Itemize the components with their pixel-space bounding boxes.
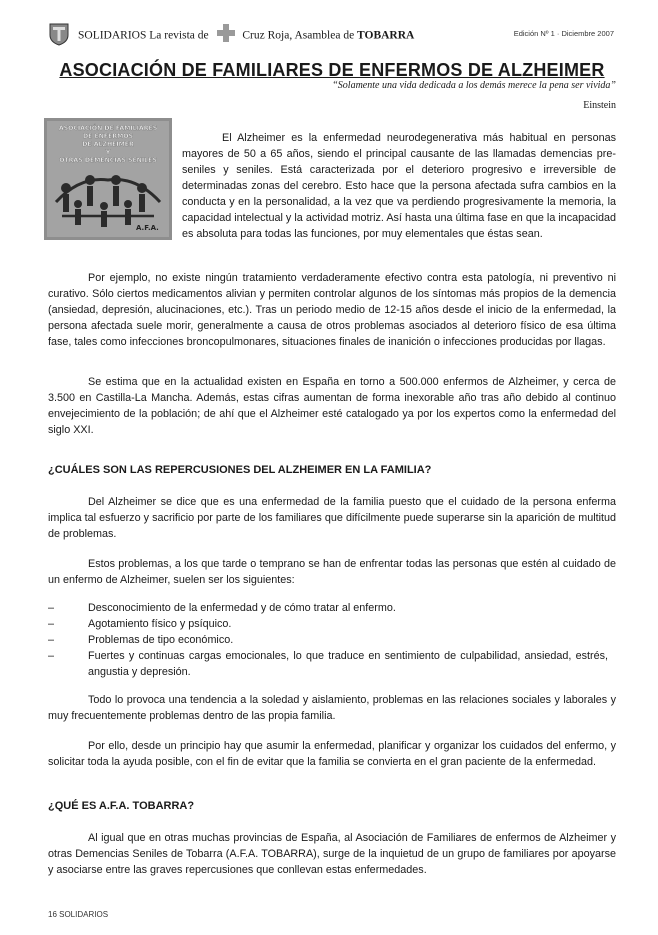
- list-item: – Agotamiento físico y psíquico.: [48, 616, 608, 632]
- list-item: – Problemas de tipo económico.: [48, 632, 608, 648]
- magazine-suffix: Cruz Roja, Asamblea de: [242, 29, 355, 42]
- paragraph: Del Alzheimer se dice que es una enfermedad de la familia puesto que el cuidado de la persona enferma implica tal esfuerzo y sacrificio por parte de los familiares que difícilmente puede superarse sin la aparición de multitud de problemas.: [48, 496, 616, 540]
- logo-line-4: Y: [105, 149, 111, 156]
- article-title: ASOCIACIÓN DE FAMILIARES DE ENFERMOS DE ALZHEIMER: [59, 60, 605, 80]
- magazine-name: [78, 29, 414, 43]
- paragraph: Se estima que en la actualidad existen en España en torno a 500.000 enfermos de Alzheimer, y cerca de 3.500 en Castilla-La Mancha. Además, estas cifras aumentan de forma inexorable año tras año debido al continuo envejecimiento de la población; de ahí que el Alzheimer esté catalogado ya por los expertos como la enfermedad del siglo XXI.: [48, 376, 616, 436]
- section-heading-repercusiones: ¿CUÁLES SON LAS REPERCUSIONES DEL ALZHEIMER EN LA FAMILIA?: [48, 464, 432, 476]
- section1-paragraph-4: [48, 738, 616, 770]
- magazine-prefix: SOLIDARIOS La revista de: [78, 29, 209, 42]
- section2-paragraph-1: [48, 830, 616, 878]
- epigraph-author: Einstein: [583, 100, 616, 111]
- logo-line-2: DE ENFERMOS: [82, 133, 134, 140]
- paragraph: El Alzheimer es la enfermedad neurodegenerativa más habitual en personas mayores de 50 a 65 años, siendo el principal causante de las llamadas demencias pre-seniles y seniles. Está caracterizada por el deterioro progresivo e irreversible de determinadas zonas del cerebro. Esto hace que la persona afectada sufra cambios en la conducta y en la personalidad, a la vez que va perdiendo progresivamente la memoria, la capacidad intelectual y la actividad motriz. Así hasta una última fase en que la incapacidad es absoluta para todas las funciones, por muy elementales que éstas sean.: [182, 132, 616, 240]
- coat-of-arms-icon: [48, 22, 70, 46]
- epigraph-quote: “Solamente una vida dedicada a los demás merece la pena ser vivida”: [332, 80, 616, 91]
- paragraph: Al igual que en otras muchas provincias de España, al Asociación de Familiares de enfermos de Alzheimer y otras Demencias Seniles de Tobarra (A.F.A. TOBARRA), surge de la inquietud de un grupo de familiares por apoyarse y asociarse entre las graves repercusiones que conllevan estas enfermedades.: [48, 832, 616, 876]
- body-paragraph-2: [48, 270, 616, 350]
- afa-logo-image: [44, 118, 172, 240]
- edition-label: Edición Nº 1 · Diciembre 2007: [513, 29, 614, 38]
- paragraph: Por ello, desde un principio hay que asumir la enfermedad, planificar y organizar los cuidados del enfermo, y solicitar toda la ayuda posible, con el fin de evitar que la familia se convierta en el gran paciente de la enfermedad.: [48, 740, 616, 768]
- logo-line-1: ASOCIACIÓN DE FAMILIARES: [58, 125, 158, 132]
- logo-abbr: A.F.A.: [136, 224, 159, 232]
- list-item: – Desconocimiento de la enfermedad y de cómo tratar al enfermo.: [48, 600, 608, 616]
- paragraph: Estos problemas, a los que tarde o temprano se han de enfrentar todas las personas que estén al cuidado de un enfermo de Alzheimer, suelen ser los siguientes:: [48, 558, 616, 586]
- section-heading-que-es-afa: ¿QUÉ ES A.F.A. TOBARRA?: [48, 800, 195, 812]
- body-paragraph-3: [48, 374, 616, 438]
- section1-paragraph-3: [48, 692, 616, 724]
- paragraph: Por ejemplo, no existe ningún tratamiento verdaderamente efectivo contra esta patología, ni preventivo ni curativo. Sólo ciertos medicamentos alivian y permiten controlar algunos de los síntomas más propios de la demencia (ansiedad, depresión, alucinaciones, etc.). Tras un periodo medio de 12-15 años desde el inicio de la enfermedad, la persona afectada suele morir, generalmente a causa de otros problemas asociados al deterioro físico de esa última fase, tales como infecciones broncopulmonares, situaciones finales de inanición o infecciones producidas por llagas.: [48, 272, 616, 348]
- page-header: [48, 22, 618, 48]
- problems-list: [48, 600, 608, 680]
- intro-paragraph: [182, 130, 616, 242]
- paragraph: Todo lo provoca una tendencia a la soledad y aislamiento, problemas en las relaciones sociales y laborales y muy frecuentemente problemas dentro de las propia familia.: [48, 694, 616, 722]
- logo-line-5: OTRAS DEMENCIAS SENILES: [59, 157, 157, 164]
- magazine-place: TOBARRA: [357, 29, 415, 42]
- logo-line-3: DE ALZHEIMER: [82, 141, 134, 148]
- section1-paragraph-2: [48, 556, 616, 588]
- section1-paragraph-1: [48, 494, 616, 542]
- list-item: – Fuertes y continuas cargas emocionales, lo que traduce en sentimiento de culpabilidad, ansiedad, estrés, angustia y depresión.: [48, 648, 608, 680]
- page-footer: 16 SOLIDARIOS: [48, 910, 109, 919]
- red-cross-icon: [216, 23, 236, 43]
